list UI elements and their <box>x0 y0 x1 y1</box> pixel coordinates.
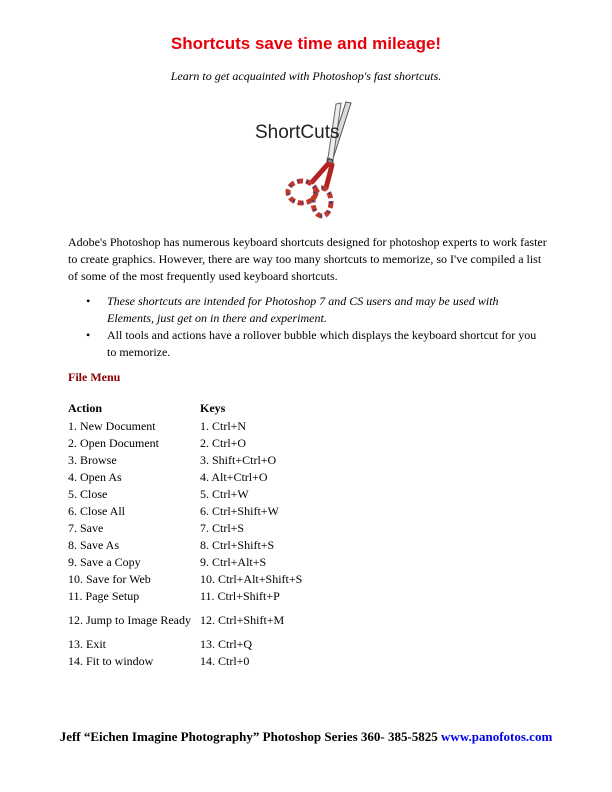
intro-paragraph: Adobe's Photoshop has numerous keyboard shortcuts designed for photoshop experts to work faster to create graphics. However, there are way too many shortcuts to memorize, so I've compiled a list of some of the most frequently used keyboard shortcuts. <box>68 235 547 283</box>
list-item <box>68 293 548 327</box>
logo-text: ShortCuts <box>255 122 340 143</box>
table-row <box>66 519 352 536</box>
keys-cell: 5. Ctrl+W <box>200 486 249 501</box>
notes-list <box>68 293 548 361</box>
table-row <box>66 502 352 519</box>
action-cell: 6. Close All <box>68 503 126 518</box>
table-row <box>66 451 352 468</box>
footer-text: Jeff “Eichen Imagine Photography” Photoshop Series 360- 385-5825 <box>59 729 442 744</box>
table-row <box>66 635 352 652</box>
keys-cell: 8. Ctrl+Shift+S <box>200 537 275 552</box>
bullet-text: All tools and actions have a rollover bubble which displays the keyboard shortcut for you to memorize. <box>107 328 537 359</box>
table-row <box>66 652 352 669</box>
keys-cell: 2. Ctrl+O <box>200 435 247 450</box>
list-item <box>68 327 548 361</box>
page-footer <box>0 729 612 745</box>
action-cell: 9. Save a Copy <box>68 554 141 569</box>
table-row <box>66 417 352 434</box>
action-cell: 8. Save As <box>68 537 119 552</box>
keys-cell: 7. Ctrl+S <box>200 520 245 535</box>
action-cell: 5. Close <box>68 486 108 501</box>
keys-cell: 10. Ctrl+Alt+Shift+S <box>200 571 303 586</box>
table-row <box>66 587 352 604</box>
keys-cell: 9. Ctrl+Alt+S <box>200 554 267 569</box>
header-action: Action <box>68 401 102 415</box>
action-cell: 14. Fit to window <box>68 653 154 668</box>
keys-cell: 13. Ctrl+Q <box>200 636 253 651</box>
action-cell: 4. Open As <box>68 469 122 484</box>
bullet-marker: • <box>86 294 91 308</box>
keys-cell: 12. Ctrl+Shift+M <box>200 612 285 627</box>
action-cell: 11. Page Setup <box>68 588 140 603</box>
table-row <box>66 570 352 587</box>
keys-cell: 14. Ctrl+0 <box>200 653 250 668</box>
bullet-text: These shortcuts are intended for Photoshop 7 and CS users and may be used with Elements, just get on in there and experiment. <box>107 294 499 325</box>
keys-cell: 3. Shift+Ctrl+O <box>200 452 277 467</box>
action-cell: 2. Open Document <box>68 435 159 450</box>
shortcuts-logo <box>250 100 360 220</box>
scissors-icon <box>250 100 360 220</box>
action-cell: 3. Browse <box>68 452 117 467</box>
action-cell: 12. Jump to Image Ready <box>68 612 191 627</box>
table-header-row <box>66 400 352 417</box>
action-cell: 1. New Document <box>68 418 156 433</box>
keys-cell: 4. Alt+Ctrl+O <box>200 469 268 484</box>
action-cell: 13. Exit <box>68 636 106 651</box>
table-row <box>66 485 352 502</box>
website-link[interactable]: www.panofotos.com <box>441 729 553 744</box>
action-cell: 7. Save <box>68 520 104 535</box>
action-cell: 10. Save for Web <box>68 571 151 586</box>
keys-cell: 1. Ctrl+N <box>200 418 247 433</box>
keys-cell: 6. Ctrl+Shift+W <box>200 503 279 518</box>
bullet-marker: • <box>86 328 91 342</box>
page-title: Shortcuts save time and mileage! <box>170 34 442 53</box>
table-row <box>66 604 352 635</box>
keys-cell: 11. Ctrl+Shift+P <box>200 588 280 603</box>
page-subtitle: Learn to get acquainted with Photoshop's fast shortcuts. <box>170 69 442 83</box>
table-row <box>66 434 352 451</box>
section-heading: File Menu <box>68 370 121 384</box>
table-row <box>66 468 352 485</box>
header-keys: Keys <box>200 401 226 415</box>
shortcuts-table <box>66 400 352 669</box>
table-row <box>66 536 352 553</box>
table-row <box>66 553 352 570</box>
